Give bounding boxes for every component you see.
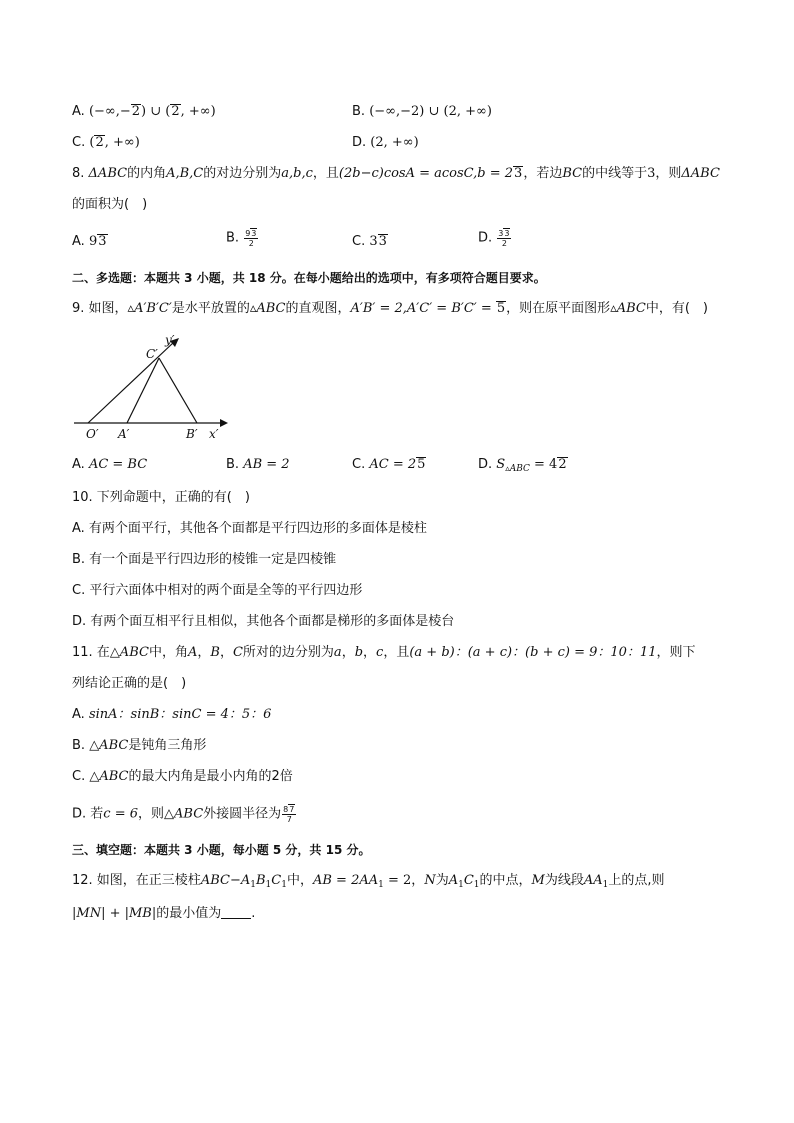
q10-option-b: B. 有一个面是平行四边形的棱锥一定是四棱锥	[72, 552, 337, 567]
q9-stem: 9. 如图，▵A′B′C′是水平放置的▵ABC的直观图，A′B′ = 2,A′C′ = B′C′ = 5，则在原平面图形▵ABC中，有( )	[72, 301, 708, 316]
q7-option-d: D. (2, +∞)	[352, 135, 419, 150]
q11-stem-line2: 列结论正确的是( )	[72, 676, 187, 691]
q8-stem-line2: 的面积为( )	[72, 197, 148, 212]
section-3-header: 三、填空题：本题共 3 小题，每小题 5 分，共 15 分。	[72, 843, 371, 857]
q7-option-c: C. (2, +∞)	[72, 135, 140, 150]
q9-option-d: D. $S_{▵ABC} = 42$	[478, 457, 567, 474]
q12-stem-line1: 12. 如图，在正三棱柱$ABC-A_1B_1C_1$中，AB = $2AA_1 = 2$，N为$A_1C_1$的中点，M为线段$AA_1$上的点,则	[72, 873, 665, 890]
label-x-prime: x′	[209, 427, 219, 441]
y-axis	[88, 342, 174, 423]
q11-option-a: A. sinA：sinB：sinC = 4：5：6	[72, 707, 272, 722]
q8-option-c: C. 33	[352, 234, 387, 249]
q7-option-b: B. (−∞,−2) ∪ (2, +∞)	[352, 104, 492, 119]
q12-stem-line2: |MN| + |MB|的最小值为 .	[72, 906, 256, 921]
q8-option-d: D. $\frac{33}{2}$	[478, 229, 510, 248]
label-o-prime: O′	[86, 427, 99, 441]
label-b-prime: B′	[186, 427, 198, 441]
section-2-header: 二、多选题：本题共 3 小题，共 18 分。在每小题给出的选项中，有多项符合题目要求。	[72, 271, 546, 285]
label-a-prime: A′	[118, 427, 130, 441]
q9-option-c: C. AC = 25	[352, 457, 426, 472]
q10-stem: 10. 下列命题中，正确的有( )	[72, 490, 250, 505]
q9-oblique-diagram	[70, 330, 230, 445]
q9-option-b: B. AB = 2	[226, 457, 290, 472]
q10-option-a: A. 有两个面平行，其他各个面都是平行四边形的多面体是棱柱	[72, 521, 427, 536]
q8-stem-line1: 8. ΔABC的内角A,B,C的对边分别为a,b,c，且(2b−c)cosA = acosC,b = 23，若边BC的中线等于3，则ΔABC	[72, 166, 720, 181]
x-axis-arrow	[220, 419, 228, 427]
q8-option-b: B. $\frac{93}{2}$	[226, 229, 257, 248]
q11-option-b: B. △ABC是钝角三角形	[72, 738, 207, 753]
q11-stem-line1: 11. 在△ABC中，角A，B，C所对的边分别为a，b，c，且(a + b)：(a + c)：(b + c) = 9：10：11，则下	[72, 645, 696, 660]
segment-c-b	[159, 358, 197, 423]
q9-option-a: A. AC = BC	[72, 457, 148, 472]
answer-blank[interactable]	[221, 906, 251, 919]
label-y-prime: y′	[165, 333, 175, 347]
q11-option-c: C. △ABC的最大内角是最小内角的2倍	[72, 769, 293, 784]
q11-option-d: D. 若c = 6，则△ABC外接圆半径为 $\frac{87}{7}$	[72, 805, 295, 824]
label-c-prime: C′	[146, 347, 158, 361]
q10-option-d: D. 有两个面互相平行且相似，其他各个面都是梯形的多面体是棱台	[72, 614, 455, 629]
q7-option-a: A. (−∞,−2) ∪ (2, +∞)	[72, 104, 216, 119]
q10-option-c: C. 平行六面体中相对的两个面是全等的平行四边形	[72, 583, 363, 598]
segment-a-c	[127, 358, 159, 423]
q8-option-a: A. 93	[72, 234, 107, 249]
